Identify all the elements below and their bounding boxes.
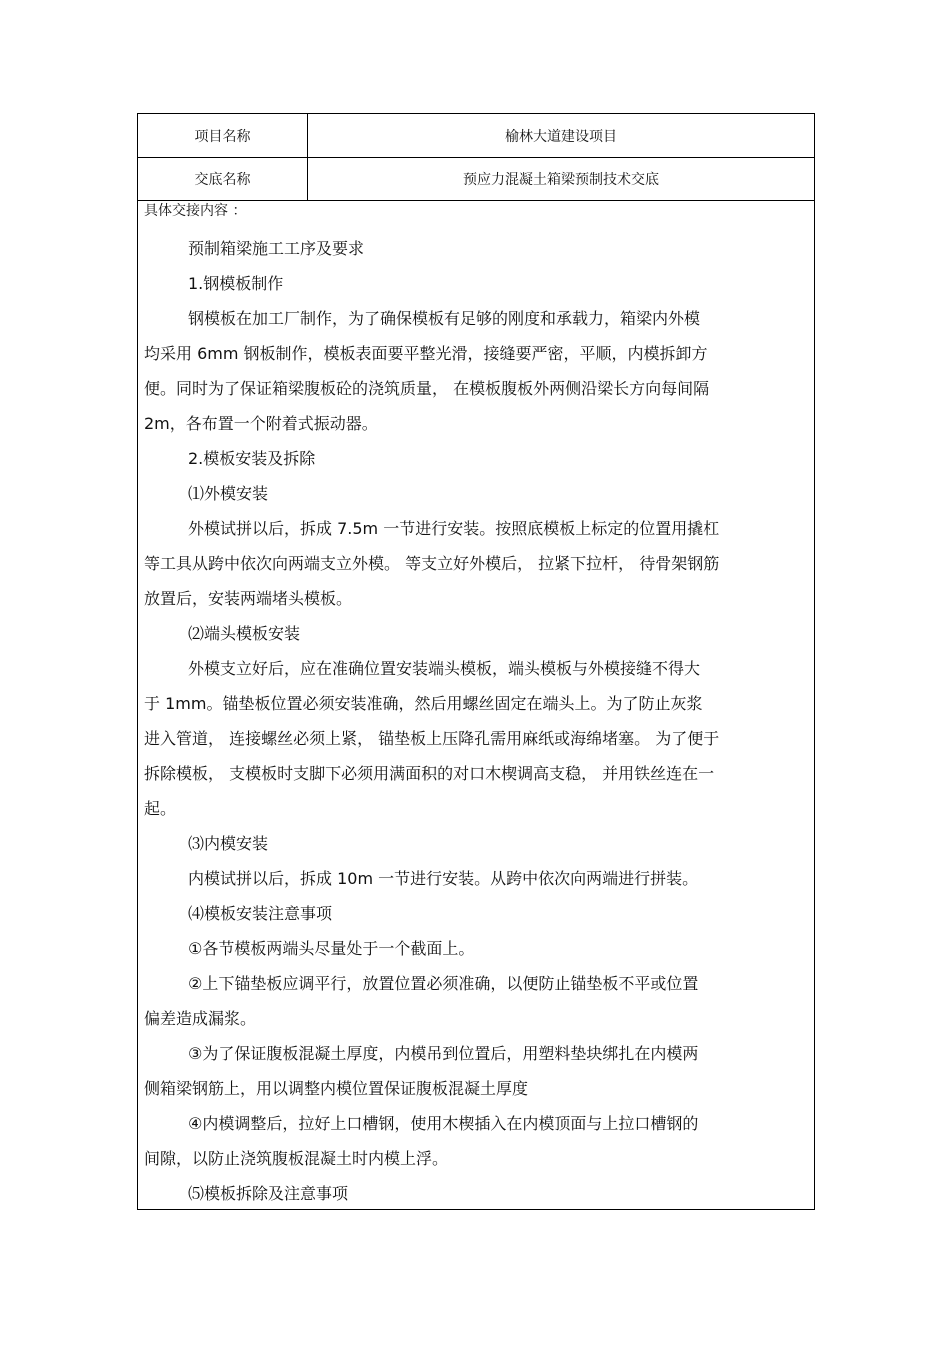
content-section-label: 具体交接内容 ： [144, 203, 247, 219]
content-line: 等工具从跨中依次向两端支立外模。 等支立好外模后， 拉紧下拉杆， 待骨架钢筋 [144, 554, 720, 573]
project-name-row [138, 114, 814, 158]
handover-content [144, 231, 806, 1211]
content-line: 放置后，安装两端堵头模板。 [144, 589, 353, 608]
content-line: 便。同时为了保证箱梁腹板砼的浇筑质量， 在模板腹板外两侧沿梁长方向每间隔 [144, 379, 710, 398]
content-line: 2m，各布置一个附着式振动器。 [144, 414, 378, 433]
content-line: ⑶内模安装 [188, 834, 269, 853]
content-line: 偏差造成漏浆。 [144, 1009, 257, 1028]
content-line: 拆除模板， 支模板时支脚下必须用满面积的对口木楔调高支稳， 并用铁丝连在一 [144, 764, 715, 783]
content-line: 于 1mm。锚垫板位置必须安装准确，然后用螺丝固定在端头上。为了防止灰浆 [144, 694, 703, 713]
content-line: ⑵端头模板安装 [188, 624, 301, 643]
content-line: 间隙，以防止浇筑腹板混凝土时内模上浮。 [144, 1149, 449, 1168]
content-line: ②上下锚垫板应调平行，放置位置必须准确，以便防止锚垫板不平或位置 [188, 974, 699, 993]
content-line: 侧箱梁钢筋上，用以调整内模位置保证腹板混凝土厚度 [144, 1079, 529, 1098]
content-line: ⑴外模安装 [188, 484, 269, 503]
content-line: 1.钢模板制作 [188, 274, 284, 293]
handover-form-table [137, 113, 815, 1210]
content-line: ⑷模板安装注意事项 [188, 904, 333, 923]
content-line: ④内模调整后，拉好上口槽钢，使用木楔插入在内模顶面与上拉口槽钢的 [188, 1114, 699, 1133]
content-line: 进入管道， 连接螺丝必须上紧， 锚垫板上压降孔需用麻纸或海绵堵塞。 为了便于 [144, 729, 720, 748]
content-line: ①各节模板两端头尽量处于一个截面上。 [188, 939, 475, 958]
content-line: 外模支立好后，应在准确位置安装端头模板，端头模板与外模接缝不得大 [188, 659, 701, 678]
handover-title-value: 预应力混凝土箱梁预制技术交底 [463, 171, 659, 188]
content-line: ⑸模板拆除及注意事项 [188, 1184, 349, 1203]
project-name-label: 项目名称 [138, 114, 308, 157]
content-line: 起。 [144, 799, 177, 818]
content-line: 外模试拼以后，拆成 7.5m 一节进行安装。按照底模板上标定的位置用撬杠 [188, 519, 720, 538]
project-name-value: 榆林大道建设项目 [505, 128, 617, 145]
content-line: 预制箱梁施工工序及要求 [188, 239, 365, 258]
content-line: 内模试拼以后，拆成 10m 一节进行安装。从跨中依次向两端进行拼装。 [188, 869, 699, 888]
handover-title-label: 交底名称 [138, 157, 308, 200]
handover-title-row [138, 157, 814, 201]
content-line: 2.模板安装及拆除 [188, 449, 316, 468]
content-line: ③为了保证腹板混凝土厚度，内模吊到位置后，用塑料垫块绑扎在内模两 [188, 1044, 699, 1063]
content-line: 钢模板在加工厂制作，为了确保模板有足够的刚度和承载力，箱梁内外模 [188, 309, 701, 328]
content-line: 均采用 6mm 钢板制作，模板表面要平整光滑，接缝要严密，平顺，内模拆卸方 [144, 344, 708, 363]
